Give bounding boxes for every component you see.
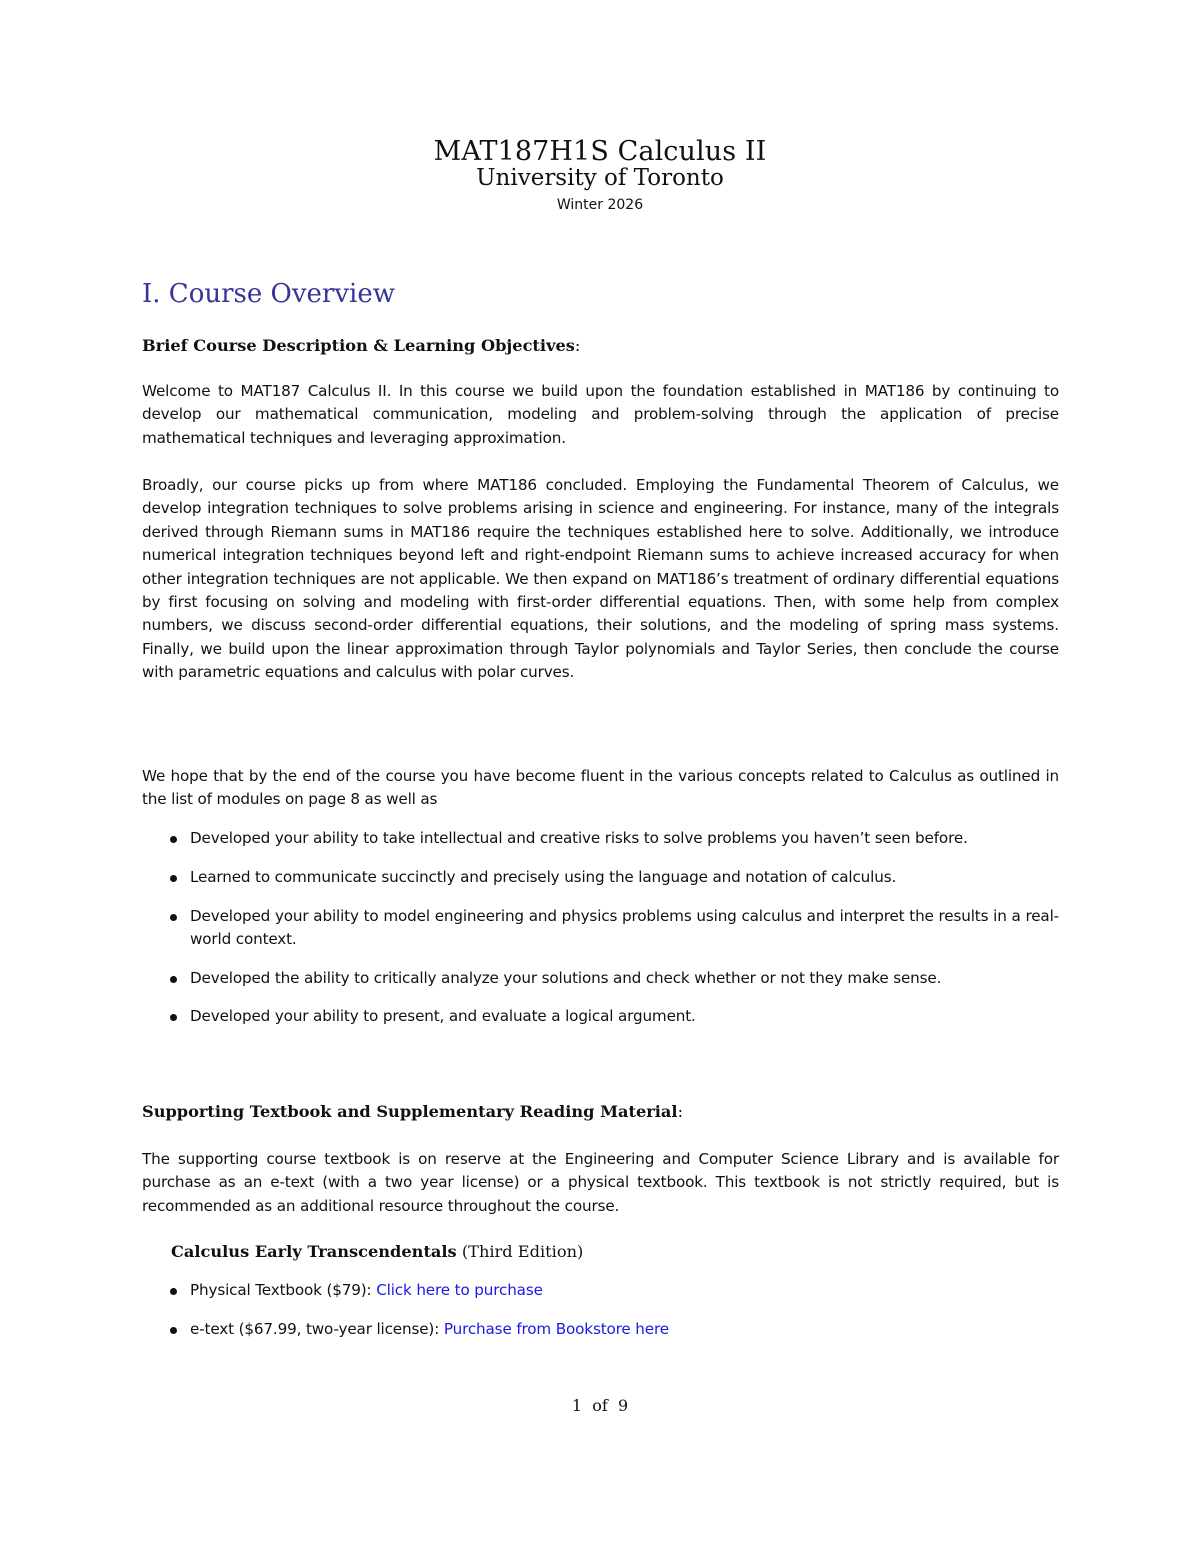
objective-text: Learned to communicate succinctly and precisely using the language and notation of calculus. bbox=[190, 868, 897, 886]
bullet-icon bbox=[170, 875, 177, 882]
objective-text: Developed the ability to critically analyze your solutions and check whether or not they make sense. bbox=[190, 969, 942, 987]
objective-item bbox=[142, 827, 1059, 850]
purchase-option-label: Physical Textbook ($79): bbox=[190, 1281, 372, 1299]
purchase-option-item bbox=[142, 1318, 1059, 1341]
document-header bbox=[0, 138, 1200, 214]
purchase-option-label: e-text ($67.99, two-year license): bbox=[190, 1320, 440, 1338]
overview-paragraph: Broadly, our course picks up from where MAT186 concluded. Employing the Fundamental Theorem of Calculus, we develop integration techniques to solve problems arising in science and engineering. For instance, many of the integrals derived through Riemann sums in MAT186 require the techniques established here to solve. Additionally, we introduce numerical integration techniques beyond left and right-endpoint Riemann sums to achieve increased accuracy for when other integration techniques are not applicable. We then expand on MAT186’s treatment of ordinary differential equations by first focusing on solving and modeling with first-order differential equations. Then, with some help from complex numbers, we discuss second-order differential equations, their solutions, and the modeling of spring mass systems. Finally, we build upon the linear approximation through Taylor polynomials and Taylor Series, then conclude the course with parametric equations and calculus with polar curves. bbox=[142, 476, 1059, 682]
description-subhead bbox=[142, 335, 580, 357]
bullet-icon bbox=[170, 1014, 177, 1021]
objective-item bbox=[142, 866, 1059, 889]
objective-item bbox=[142, 967, 1059, 990]
objective-item bbox=[142, 1005, 1059, 1028]
textbook-subhead-colon: : bbox=[677, 1102, 684, 1121]
objective-item bbox=[142, 905, 1059, 952]
book-title: Calculus Early Transcendentals bbox=[171, 1242, 457, 1261]
intro-paragraph: Welcome to MAT187 Calculus II. In this course we build upon the foundation established in MAT186 by continuing to develop our mathematical communication, modeling and problem-solving through the application of precise mathematical techniques and leveraging approximation. bbox=[142, 382, 1059, 447]
objective-text: Developed your ability to model engineering and physics problems using calculus and interpret the results in a real-world context. bbox=[190, 907, 1059, 949]
bullet-icon bbox=[170, 1327, 177, 1334]
page-number: 1 of 9 bbox=[571, 1396, 629, 1415]
objective-text: Developed your ability to take intellectual and creative risks to solve problems you haven’t seen before. bbox=[190, 829, 968, 847]
bullet-icon bbox=[170, 836, 177, 843]
purchase-option-item bbox=[142, 1279, 1059, 1302]
bullet-icon bbox=[170, 914, 177, 921]
course-title: MAT187H1S Calculus II bbox=[433, 136, 767, 167]
book-edition: (Third Edition) bbox=[461, 1242, 584, 1261]
term-label: Winter 2026 bbox=[556, 197, 644, 213]
university-name: University of Toronto bbox=[476, 165, 724, 191]
description-subhead-text: Brief Course Description & Learning Objectives bbox=[142, 336, 575, 355]
purchase-etext-link[interactable]: Purchase from Bookstore here bbox=[443, 1320, 669, 1338]
description-subhead-colon: : bbox=[574, 336, 581, 355]
textbook-subhead-text: Supporting Textbook and Supplementary Reading Material bbox=[142, 1102, 678, 1121]
textbook-subhead bbox=[142, 1101, 683, 1123]
textbook-paragraph: The supporting course textbook is on reserve at the Engineering and Computer Science Library and is available for purchase as an e-text (with a two year license) or a physical textbook. This textbook is not strictly required, but is recommended as an additional resource throughout the course. bbox=[142, 1150, 1059, 1215]
bullet-icon bbox=[170, 1288, 177, 1295]
book-title-line bbox=[171, 1240, 583, 1264]
purchase-physical-link[interactable]: Click here to purchase bbox=[376, 1281, 543, 1299]
bullet-icon bbox=[170, 976, 177, 983]
section-heading: I. Course Overview bbox=[142, 279, 395, 309]
objective-text: Developed your ability to present, and evaluate a logical argument. bbox=[190, 1007, 696, 1025]
objectives-intro-paragraph: We hope that by the end of the course you have become fluent in the various concepts related to Calculus as outlined in the list of modules on page 8 as well as bbox=[142, 767, 1059, 809]
